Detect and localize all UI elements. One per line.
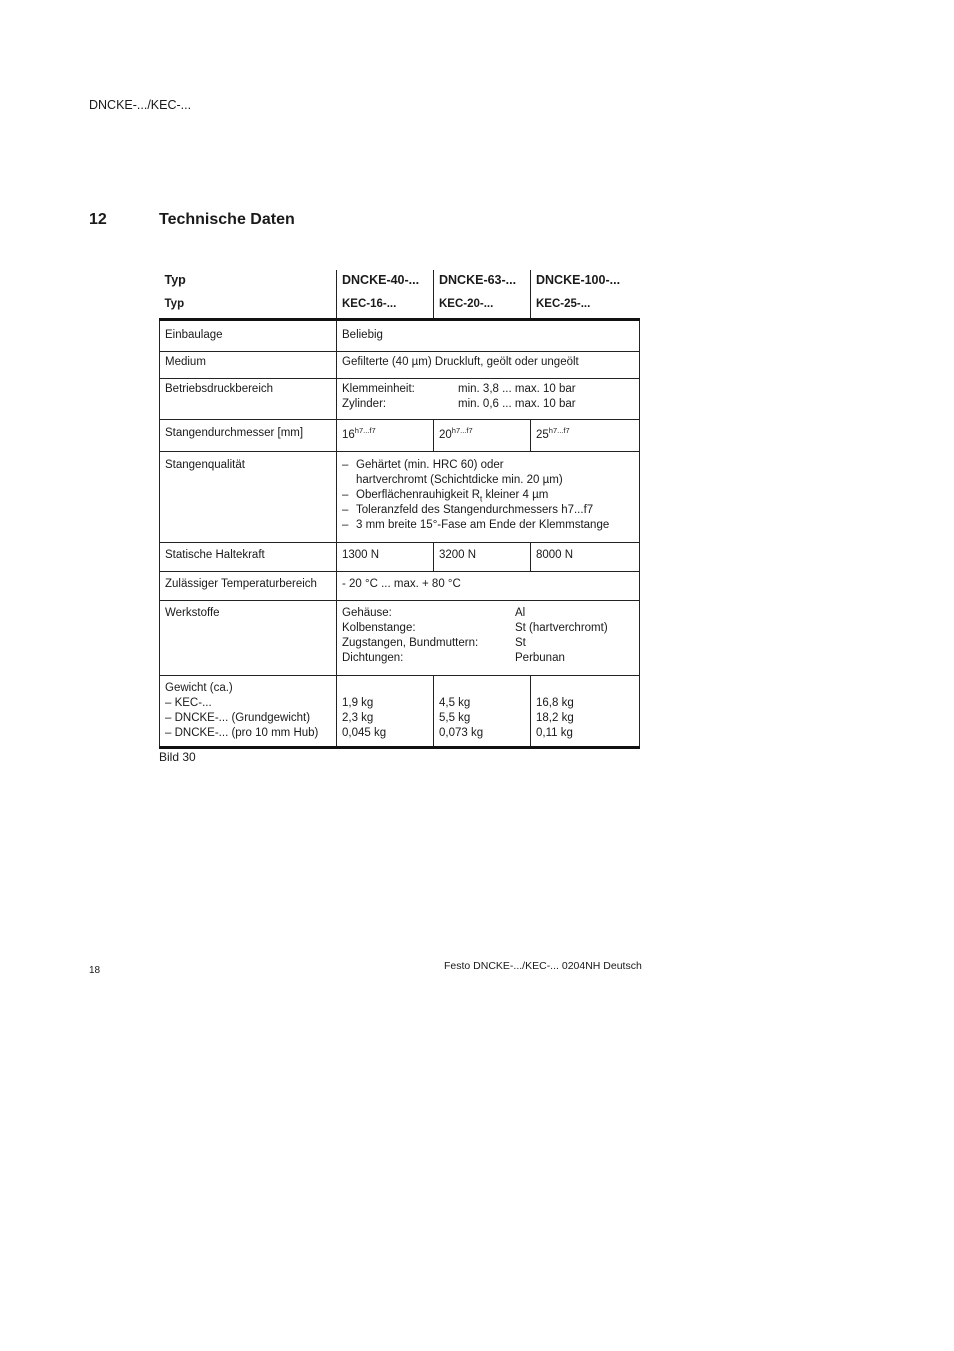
list-item: – Toleranzfeld des Stangendurchmessers h7...f7 [342,504,594,516]
figure-caption: Bild 30 [159,750,196,764]
row-value: 8000 N [531,543,640,572]
row-value: 4,5 kg 5,5 kg 0,073 kg [434,676,531,748]
row-label: Stangendurchmesser [mm] [160,420,337,452]
header-col-3: KEC-25-... [531,292,640,320]
header-col-3: DNCKE-100-... [531,270,640,292]
header-col-1: KEC-16-... [337,292,434,320]
tolerance-superscript: h7...f7 [548,426,570,436]
row-label: Statische Haltekraft [160,543,337,572]
page-number: 18 [89,965,101,976]
row-label: Medium [160,352,337,379]
table-row [160,352,640,379]
row-label: Stangenqualität [160,452,337,543]
diameter-value: 20 [439,429,452,441]
footer-text: Festo DNCKE-.../KEC-... 0204NH Deutsch [444,960,642,972]
material-line: Kolbenstange: St (hartverchromt) [342,622,608,634]
table-header-row [160,292,640,320]
list-item-continuation: hartverchromt (Schichtdicke min. 20 µm) [356,474,563,486]
row-value [337,601,640,676]
row-label: Einbaulage [160,320,337,352]
header-label: Typ [160,270,337,292]
table-header-row [160,270,640,292]
diameter-value: 25 [536,429,549,441]
section-number: 12 [89,211,107,228]
table-row [160,379,640,420]
row-value [434,420,531,452]
row-value [337,420,434,452]
row-value: 3200 N [434,543,531,572]
header-col-2: DNCKE-63-... [434,270,531,292]
row-value [337,452,640,543]
technical-data-table [159,270,640,749]
row-label: Zulässiger Temperaturbereich [160,572,337,601]
list-item: – Oberflächenrauhigkeit $R_t$ kleiner 4 µm [342,489,549,504]
header-col-1: DNCKE-40-... [337,270,434,292]
material-line: Dichtungen: Perbunan [342,652,565,664]
table-row [160,572,640,601]
row-label: Werkstoffe [160,601,337,676]
pressure-value: min. 0,6 ... max. 10 bar [458,398,576,410]
header-label: Typ [160,292,337,320]
pressure-line [342,382,634,397]
material-line: Zugstangen, Bundmuttern: St [342,637,526,649]
row-value: - 20 °C ... max. + 80 °C [337,572,640,601]
table-row [160,452,640,543]
row-value: 1,9 kg 2,3 kg 0,045 kg [337,676,434,748]
tolerance-superscript: h7...f7 [354,426,376,436]
list-item: – Gehärtet (min. HRC 60) oder [342,459,504,471]
running-header: DNCKE-.../KEC-... [89,98,192,112]
pressure-key: Klemmeinheit: [342,383,415,395]
table-row [160,320,640,352]
pressure-key: Zylinder: [342,398,387,410]
pressure-value: min. 3,8 ... max. 10 bar [458,383,576,395]
row-value: 16,8 kg 18,2 kg 0,11 kg [531,676,640,748]
row-value [531,420,640,452]
pressure-line [342,397,634,412]
row-value: 1300 N [337,543,434,572]
row-value: Beliebig [337,320,640,352]
diameter-value: 16 [342,429,355,441]
table-row [160,601,640,676]
row-value: Gefilterte (40 µm) Druckluft, geölt oder ungeölt [337,352,640,379]
material-line: Gehäuse: Al [342,607,526,619]
row-value [337,379,640,420]
tolerance-superscript: h7...f7 [451,426,473,436]
section-title: Technische Daten [159,211,295,228]
row-label: Gewicht (ca.) – KEC-... – DNCKE-... (Grundgewicht) – DNCKE-... (pro 10 mm Hub) [160,676,337,748]
row-label: Betriebsdruckbereich [160,379,337,420]
table-row [160,676,640,748]
table-row [160,420,640,452]
header-col-2: KEC-20-... [434,292,531,320]
list-item: – 3 mm breite 15°-Fase am Ende der Klemmstange [342,519,610,531]
table-row [160,543,640,572]
